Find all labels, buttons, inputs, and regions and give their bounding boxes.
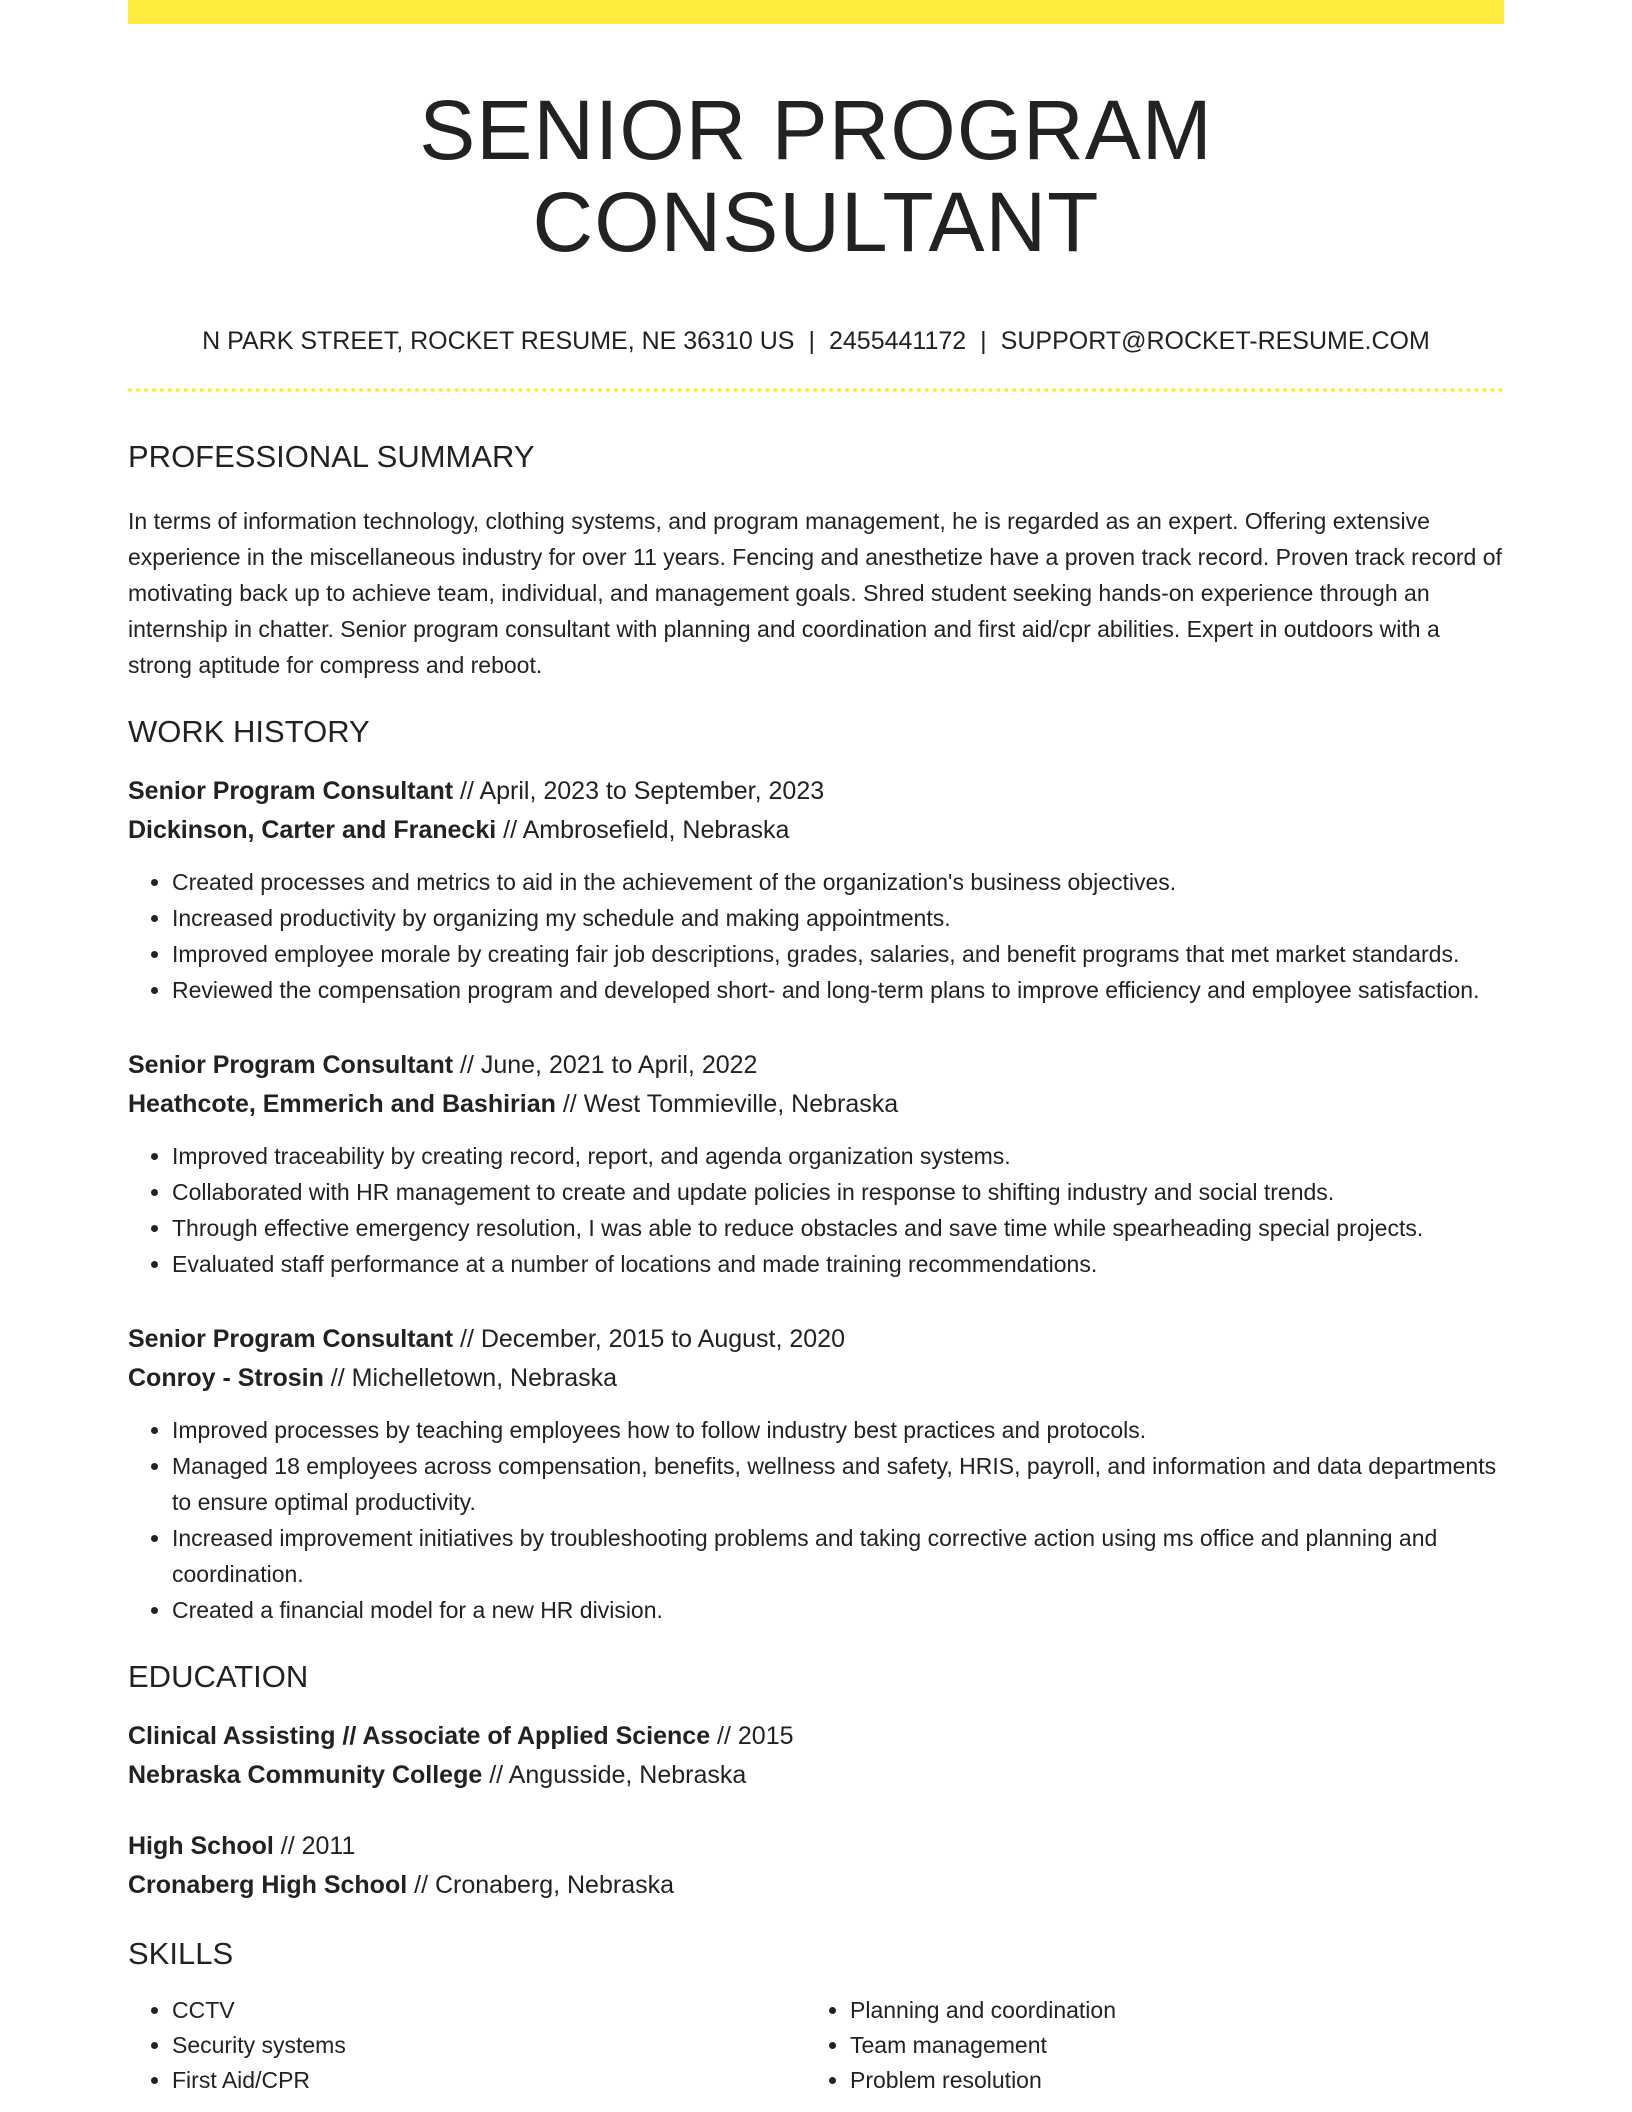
job-dates: June, 2021 to April, 2022	[480, 1051, 758, 1080]
job-company: Conroy - Strosin	[128, 1364, 324, 1393]
education-location: Angusside, Nebraska	[508, 1761, 747, 1790]
job-company-line	[128, 1085, 1504, 1124]
contact-email: SUPPORT@ROCKET-RESUME.COM	[1000, 326, 1430, 355]
contact-line	[128, 327, 1504, 356]
education-heading: EDUCATION	[128, 1659, 309, 1695]
skills-list-right	[806, 1993, 1484, 2098]
education-school: Nebraska Community College	[128, 1761, 483, 1790]
job-title: Senior Program Consultant	[128, 1325, 454, 1354]
field-separator: //	[323, 1364, 352, 1393]
skill-item: • Security systems	[172, 2028, 806, 2063]
job-entry	[128, 1320, 1504, 1628]
skills-list-left	[128, 1993, 806, 2098]
job-entry	[128, 1046, 1504, 1282]
job-company: Heathcote, Emmerich and Bashirian	[128, 1090, 556, 1119]
job-title-line	[128, 772, 1504, 811]
contact-phone: 2455441172	[828, 326, 967, 355]
job-location: Ambrosefield, Nebraska	[522, 816, 790, 845]
job-bullet: • Improved employee morale by creating fair job descriptions, grades, salaries, and benefit programs that met market standards.	[172, 936, 1504, 972]
education-school-line	[128, 1866, 1504, 1905]
job-bullet: • Improved traceability by creating record, report, and agenda organization systems.	[172, 1138, 1504, 1174]
skill-item: • First Aid/CPR	[172, 2063, 806, 2098]
resume-title: SENIOR PROGRAM CONSULTANT	[419, 83, 1213, 270]
job-entry	[128, 772, 1504, 1008]
job-location: Michelletown, Nebraska	[351, 1364, 618, 1393]
education-school: Cronaberg High School	[128, 1871, 408, 1900]
skill-item: • CCTV	[172, 1993, 806, 2028]
skill-item: • Team management	[850, 2028, 1484, 2063]
summary-heading: PROFESSIONAL SUMMARY	[128, 438, 535, 474]
field-separator: //	[710, 1722, 738, 1751]
field-separator: //	[496, 816, 523, 845]
job-location: West Tommieville, Nebraska	[583, 1090, 899, 1119]
job-title-line	[128, 1046, 1504, 1085]
job-bullet-list	[128, 1138, 1504, 1282]
education-year: 2011	[301, 1832, 356, 1861]
education-degree-line	[128, 1717, 1504, 1756]
field-separator: //	[453, 777, 480, 806]
job-bullet: • Increased productivity by organizing my schedule and making appointments.	[172, 900, 1504, 936]
job-bullet: • Improved processes by teaching employees how to follow industry best practices and protocols.	[172, 1412, 1504, 1448]
education-entry	[128, 1827, 1504, 1905]
job-company-line	[128, 1359, 1504, 1398]
job-dates: April, 2023 to September, 2023	[479, 777, 825, 806]
education-degree: High School	[128, 1832, 274, 1861]
job-company-line	[128, 811, 1504, 850]
job-bullet: • Created processes and metrics to aid in the achievement of the organization's business objectives.	[172, 864, 1504, 900]
job-dates: December, 2015 to August, 2020	[480, 1325, 845, 1354]
summary-text: In terms of information technology, clothing systems, and program management, he is regarded as an expert. Offering extensive experience in the miscellaneous industry for over 11 years. Fencing and anesthetize have a proven track record. Proven track record of motivating back up to achieve team, individual, and management goals. Shred student seeking hands-on experience through an internship in chatter. Senior program consultant with planning and coordination and first aid/cpr abilities. Expert in outdoors with a strong aptitude for compress and reboot.	[128, 507, 1502, 678]
job-bullet: • Evaluated staff performance at a number of locations and made training recommendations.	[172, 1246, 1504, 1282]
education-year: 2015	[737, 1722, 794, 1751]
field-separator: //	[453, 1051, 481, 1080]
contact-separator: |	[980, 326, 987, 355]
education-entry	[128, 1717, 1504, 1795]
accent-top-bar	[128, 0, 1504, 24]
skill-item: • Problem resolution	[850, 2063, 1484, 2098]
education-degree-line	[128, 1827, 1504, 1866]
education-location: Cronaberg, Nebraska	[434, 1871, 674, 1900]
contact-separator: |	[808, 326, 815, 355]
work-history-heading: WORK HISTORY	[128, 713, 370, 749]
field-separator: //	[482, 1761, 509, 1790]
job-title: Senior Program Consultant	[128, 1051, 454, 1080]
job-bullet: • Collaborated with HR management to create and update policies in response to shifting industry and social trends.	[172, 1174, 1504, 1210]
field-separator: //	[273, 1832, 302, 1861]
job-bullet: • Reviewed the compensation program and developed short- and long-term plans to improve efficiency and employee satisfaction.	[172, 972, 1504, 1008]
skill-item: • Planning and coordination	[850, 1993, 1484, 2028]
dotted-divider	[128, 388, 1504, 392]
job-bullet: • Managed 18 employees across compensation, benefits, wellness and safety, HRIS, payroll, and information and data departments to ensure optimal productivity.	[172, 1448, 1504, 1520]
job-company: Dickinson, Carter and Franecki	[128, 816, 497, 845]
education-school-line	[128, 1756, 1504, 1795]
job-title: Senior Program Consultant	[128, 777, 454, 806]
job-bullet: • Increased improvement initiatives by troubleshooting problems and taking corrective action using ms office and planning and coordination.	[172, 1520, 1504, 1592]
skills-heading: SKILLS	[128, 1936, 234, 1972]
field-separator: //	[555, 1090, 584, 1119]
contact-address: N PARK STREET, ROCKET RESUME, NE 36310 US	[202, 326, 795, 355]
job-bullet: • Created a financial model for a new HR division.	[172, 1592, 1504, 1628]
job-title-line	[128, 1320, 1504, 1359]
field-separator: //	[407, 1871, 435, 1900]
job-bullet: • Through effective emergency resolution, I was able to reduce obstacles and save time while spearheading special projects.	[172, 1210, 1504, 1246]
skills-columns	[128, 1993, 1504, 2098]
education-degree: Clinical Assisting // Associate of Applied Science	[128, 1722, 711, 1751]
resume-page	[128, 0, 1504, 2112]
field-separator: //	[453, 1325, 481, 1354]
job-bullet-list	[128, 864, 1504, 1008]
job-bullet-list	[128, 1412, 1504, 1628]
